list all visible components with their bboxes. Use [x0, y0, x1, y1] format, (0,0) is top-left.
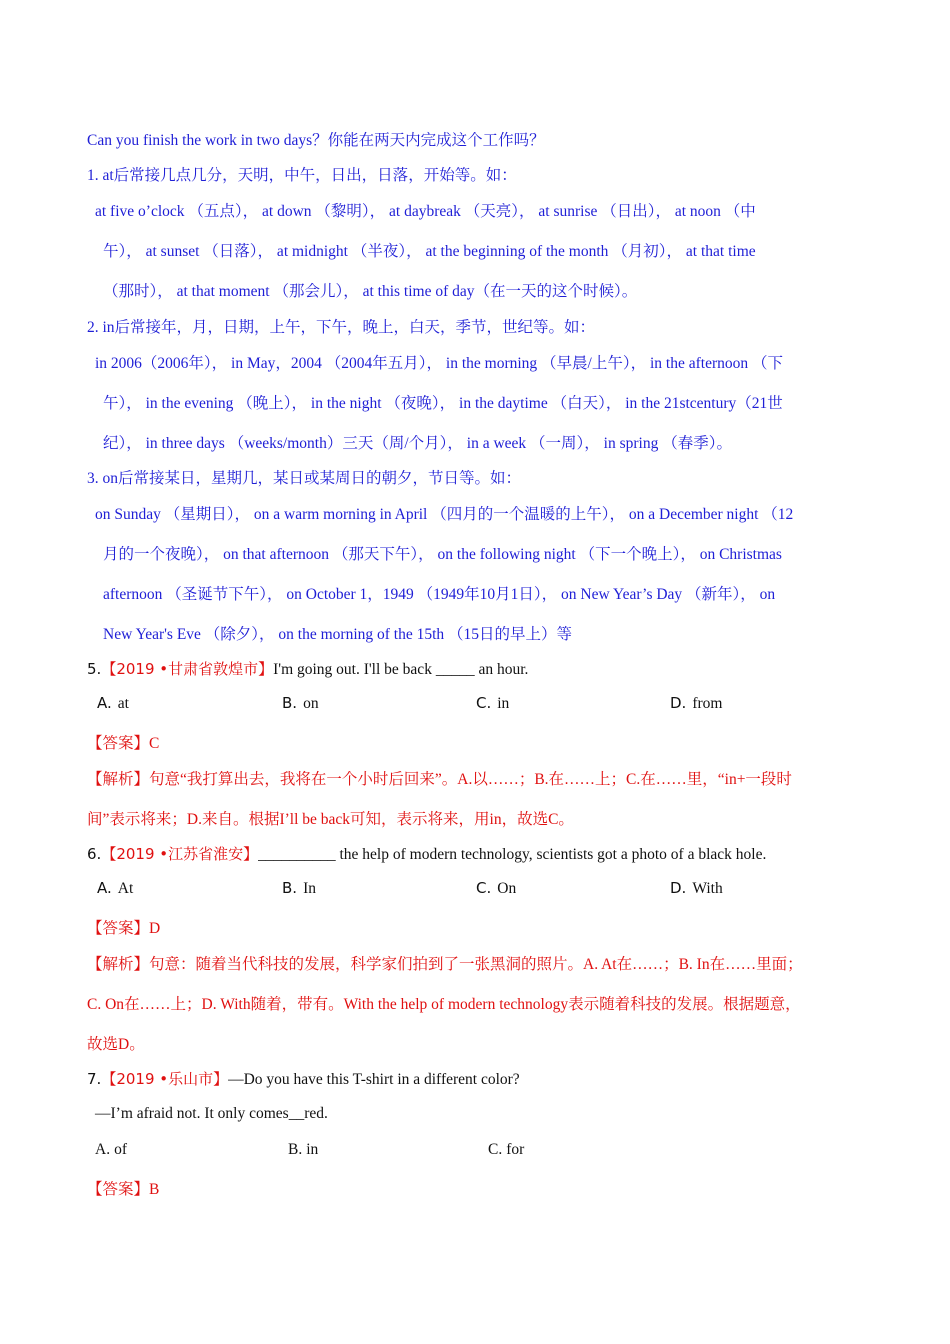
question-source: 【2019 •江苏省淮安】	[101, 845, 259, 863]
question-6	[87, 843, 766, 864]
question-7	[87, 1068, 520, 1089]
on-rule: 3. on后常接某日，星期几，某日或某周日的朝夕，节日等。如：	[87, 470, 522, 487]
answer: 【答案】B	[87, 1181, 160, 1198]
answer: 【答案】D	[87, 920, 161, 937]
option-c: C. for	[488, 1141, 525, 1158]
in-examples-line: 午）， in the evening （晚上）， in the night （夜晚）， in the daytime （白天）， in the 21stcentury（21世	[103, 395, 783, 412]
option-a: A. of	[95, 1141, 127, 1158]
question-5	[87, 658, 528, 679]
analysis-line: 间”表示将来；D.来自。根据I’ll be back可知，表示将来，用in，故选C。	[87, 811, 574, 828]
on-examples-line: afternoon （圣诞节下午）， on October 1，1949 （1949年10月1日）， on New Year’s Day （新年）， on	[103, 586, 776, 603]
question-number: 7.	[87, 1070, 102, 1088]
question-number: 5.	[87, 660, 102, 678]
at-examples-line: at five o’clock （五点）， at down （黎明）， at daybreak （天亮）， at sunrise （日出）， at noon （中	[95, 203, 756, 220]
on-examples-line: 月的一个夜晚）， on that afternoon （那天下午）， on the following night （下一个晚上）， on Christmas	[103, 546, 782, 563]
option-a: A. at	[97, 694, 129, 712]
intro-example: Can you finish the work in two days？你能在两天内完成这个工作吗？	[87, 132, 545, 149]
question-source: 【2019 •甘肃省敦煌市】	[101, 660, 274, 678]
answer: 【答案】C	[87, 735, 160, 752]
in-rule: 2. in后常接年，月，日期，上午，下午，晚上，白天，季节，世纪等。如：	[87, 319, 596, 336]
question-number: 6.	[87, 845, 102, 863]
option-d: D. With	[670, 879, 723, 897]
analysis-line: 故选D。	[87, 1036, 145, 1053]
option-c: C. in	[476, 694, 510, 712]
question-stem: I'm going out. I'll be back _____ an hour.	[273, 661, 529, 678]
option-b: B. on	[282, 694, 319, 712]
at-examples-line: （那时）， at that moment （那会儿）， at this time of day（在一天的这个时候）。	[103, 283, 638, 300]
analysis-line: 【解析】句意：随着当代科技的发展，科学家们拍到了一张黑洞的照片。A. At在……；B. In在……里面；	[87, 956, 803, 973]
option-d: D. from	[670, 694, 723, 712]
at-examples-line: 午）， at sunset （日落）， at midnight （半夜）， at the beginning of the month （月初）， at that time	[103, 243, 756, 260]
analysis-line: C. On在……上；D. With随着，带有。With the help of modern technology表示随着科技的发展。根据题意，	[87, 996, 801, 1013]
option-c: C. On	[476, 879, 517, 897]
on-examples-line: on Sunday （星期日）， on a warm morning in April （四月的一个温暖的上午）， on a December night （12	[95, 506, 794, 523]
question-stem: __________ the help of modern technology, scientists got a photo of a black hole.	[258, 846, 767, 863]
at-rule: 1. at后常接几点几分，天明，中午，日出，日落，开始等。如：	[87, 167, 517, 184]
option-a: A. At	[97, 879, 134, 897]
question-stem: —Do you have this T-shirt in a different color?	[228, 1071, 520, 1088]
question-stem-reply: —I’m afraid not. It only comes__red.	[95, 1105, 328, 1122]
on-examples-line: New Year's Eve （除夕）， on the morning of the 15th （15日的早上）等	[103, 626, 573, 643]
in-examples-line: 纪）， in three days （weeks/month）三天（周/个月）， in a week （一周）， in spring （春季）。	[103, 435, 732, 452]
in-examples-line: in 2006（2006年）， in May，2004 （2004年五月）， in the morning （早晨/上午）， in the afternoon （下	[95, 355, 783, 372]
question-source: 【2019 •乐山市】	[101, 1070, 229, 1088]
option-b: B. in	[288, 1141, 319, 1158]
analysis-line: 【解析】句意“我打算出去，我将在一个小时后回来”。A.以……；B.在……上；C.在……里，“in+一段时	[87, 771, 792, 788]
option-b: B. In	[282, 879, 316, 897]
